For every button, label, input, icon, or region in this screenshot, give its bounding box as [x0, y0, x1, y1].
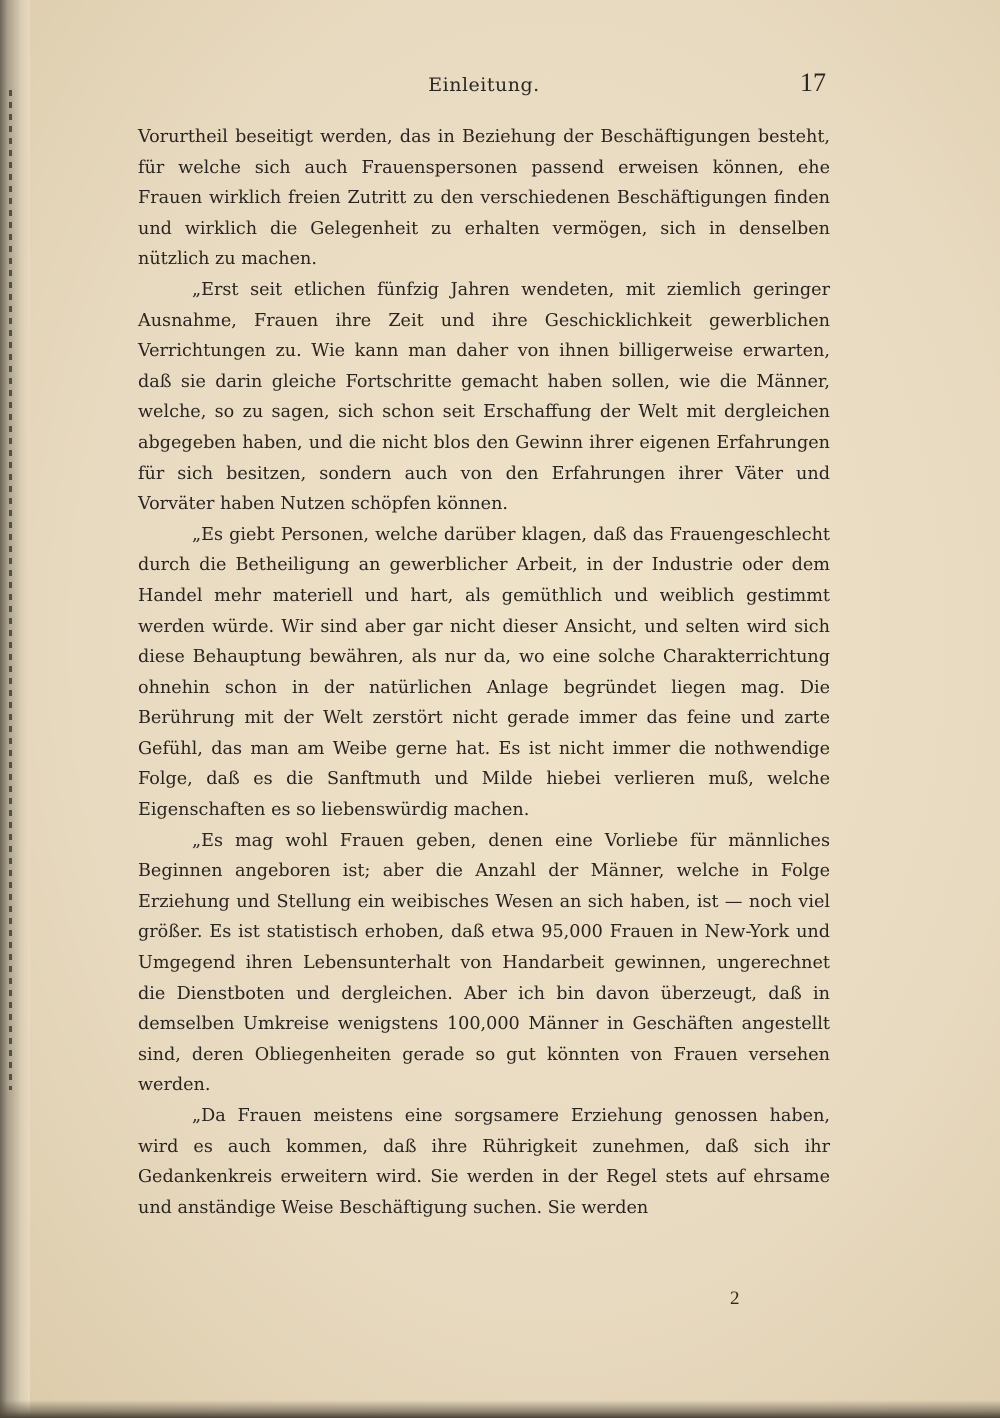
paragraph-3: „Es giebt Personen, welche darüber klagen, daß das Frauengeschlecht durch die Betheiligung an gewerblicher Arbeit, in der Industrie oder dem Handel mehr materiell und hart, als gemüthlich und weiblich gestimmt werden würde. Wir sind aber gar nicht dieser Ansicht, und selten wird sich diese Behauptung bewähren, als nur da, wo eine solche Charakterrichtung ohnehin schon in der natürlichen Anlage begründet liegen mag. Die Berührung mit der Welt zerstört nicht gerade immer das feine und zarte Gefühl, das man am Weibe gerne hat. Es ist nicht immer die nothwendige Folge, daß es die Sanftmuth und Milde hiebei verlieren muß, welche Eigenschaften es so liebenswürdig machen.: [138, 524, 830, 821]
paragraph-4: „Es mag wohl Frauen geben, denen eine Vorliebe für männliches Beginnen angeboren ist; aber die Anzahl der Männer, welche in Folge Erziehung und Stellung ein weibisches Wesen an sich haben, ist — noch viel größer. Es ist statistisch erhoben, daß etwa 95,000 Frauen in New-York und Umgegend ihren Lebensunterhalt von Handarbeit gewinnen, ungerechnet die Dienstboten und dergleichen. Aber ich bin davon überzeugt, daß in demselben Umkreise wenigstens 100,000 Männer in Geschäften angestellt sind, deren Obliegenheiten gerade so gut könnten von Frauen versehen werden.: [138, 830, 830, 1096]
paragraph-1: Vorurtheil beseitigt werden, das in Beziehung der Beschäftigungen besteht, für welche sich auch Frauenspersonen passend erweisen können, ehe Frauen wirklich freien Zutritt zu den verschiedenen Beschäftigungen finden und wirklich die Gelegenheit zu erhalten vermögen, sich in denselben nützlich zu machen.: [138, 127, 830, 270]
running-head: Einleitung.: [428, 74, 540, 96]
signature-mark: 2: [730, 1288, 740, 1309]
paragraph-2: „Erst seit etlichen fünfzig Jahren wendeten, mit ziemlich geringer Ausnahme, Frauen ihre Zeit und ihre Geschicklichkeit gewerblichen Verrichtungen zu. Wie kann man daher von ihnen billigerweise erwarten, daß sie darin gleiche Fortschritte gemacht haben sollen, wie die Männer, welche, so zu sagen, sich schon seit Erschaffung der Welt mit dergleichen abgegeben haben, und die nicht blos den Gewinn ihrer eigenen Erfahrungen für sich besitzen, sondern auch von den Erfahrungen ihrer Väter und Vorväter haben Nutzen schöpfen können.: [138, 279, 830, 515]
binding-gutter: [0, 0, 30, 1418]
page-bottom-shadow: [0, 1400, 1000, 1418]
paragraph-5: „Da Frauen meistens eine sorgsamere Erziehung genossen haben, wird es auch kommen, daß ihre Rührigkeit zunehmen, daß sich ihr Gedankenkreis erweitern wird. Sie werden in der Regel stets auf ehrsame und anständige Weise Beschäftigung suchen. Sie werden: [138, 1106, 830, 1218]
page-number: 17: [800, 68, 826, 97]
binding-stitching: [9, 90, 12, 1090]
body-text: [138, 122, 830, 1223]
page-header: [138, 66, 830, 106]
